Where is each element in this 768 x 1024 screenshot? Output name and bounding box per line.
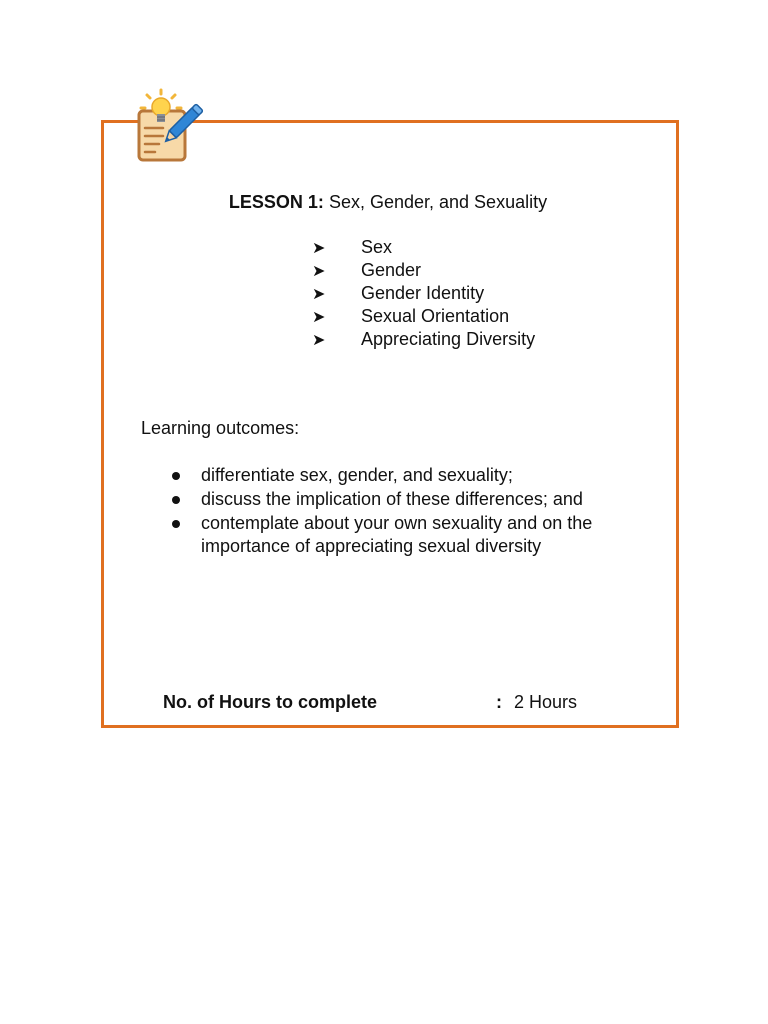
hours-separator: : xyxy=(496,692,502,712)
topic-label: Appreciating Diversity xyxy=(361,329,536,349)
hours-label: No. of Hours to complete xyxy=(163,692,378,712)
topic-label: Gender Identity xyxy=(361,283,485,303)
outcome-item xyxy=(170,464,650,487)
outcomes-heading: Learning outcomes: xyxy=(141,418,300,438)
arrowhead-bullet-icon: ➤ xyxy=(312,332,326,349)
round-bullet-icon xyxy=(172,520,180,528)
topic-item xyxy=(312,305,535,328)
arrowhead-bullet-icon: ➤ xyxy=(312,286,326,303)
lesson-label: LESSON 1: xyxy=(228,192,324,212)
outcome-text: differentiate sex, gender, and sexuality; xyxy=(201,465,513,485)
hours-value: 2 Hours xyxy=(514,692,578,712)
topic-item xyxy=(312,282,535,305)
arrowhead-bullet-icon: ➤ xyxy=(312,240,326,257)
arrowhead-bullet-icon: ➤ xyxy=(312,263,326,280)
outcome-text: discuss the implication of these differences; and xyxy=(201,489,583,509)
topic-label: Gender xyxy=(361,260,422,280)
outcomes-list xyxy=(170,464,650,559)
outcome-item xyxy=(170,488,650,511)
topic-label: Sexual Orientation xyxy=(361,306,510,326)
topic-item xyxy=(312,259,535,282)
arrowhead-bullet-icon: ➤ xyxy=(312,309,326,326)
topic-list xyxy=(312,236,535,351)
lesson-name: Sex, Gender, and Sexuality xyxy=(328,192,548,212)
topic-item xyxy=(312,328,535,351)
topic-item xyxy=(312,236,535,259)
round-bullet-icon xyxy=(172,496,180,504)
outcome-item xyxy=(170,512,650,558)
topic-label: Sex xyxy=(361,237,393,257)
round-bullet-icon xyxy=(172,472,180,480)
lesson-title xyxy=(0,192,768,213)
notes-lightbulb-pencil-icon xyxy=(133,88,205,164)
outcome-text: contemplate about your own sexuality and on the importance of appreciating sexual diversity xyxy=(201,513,593,556)
